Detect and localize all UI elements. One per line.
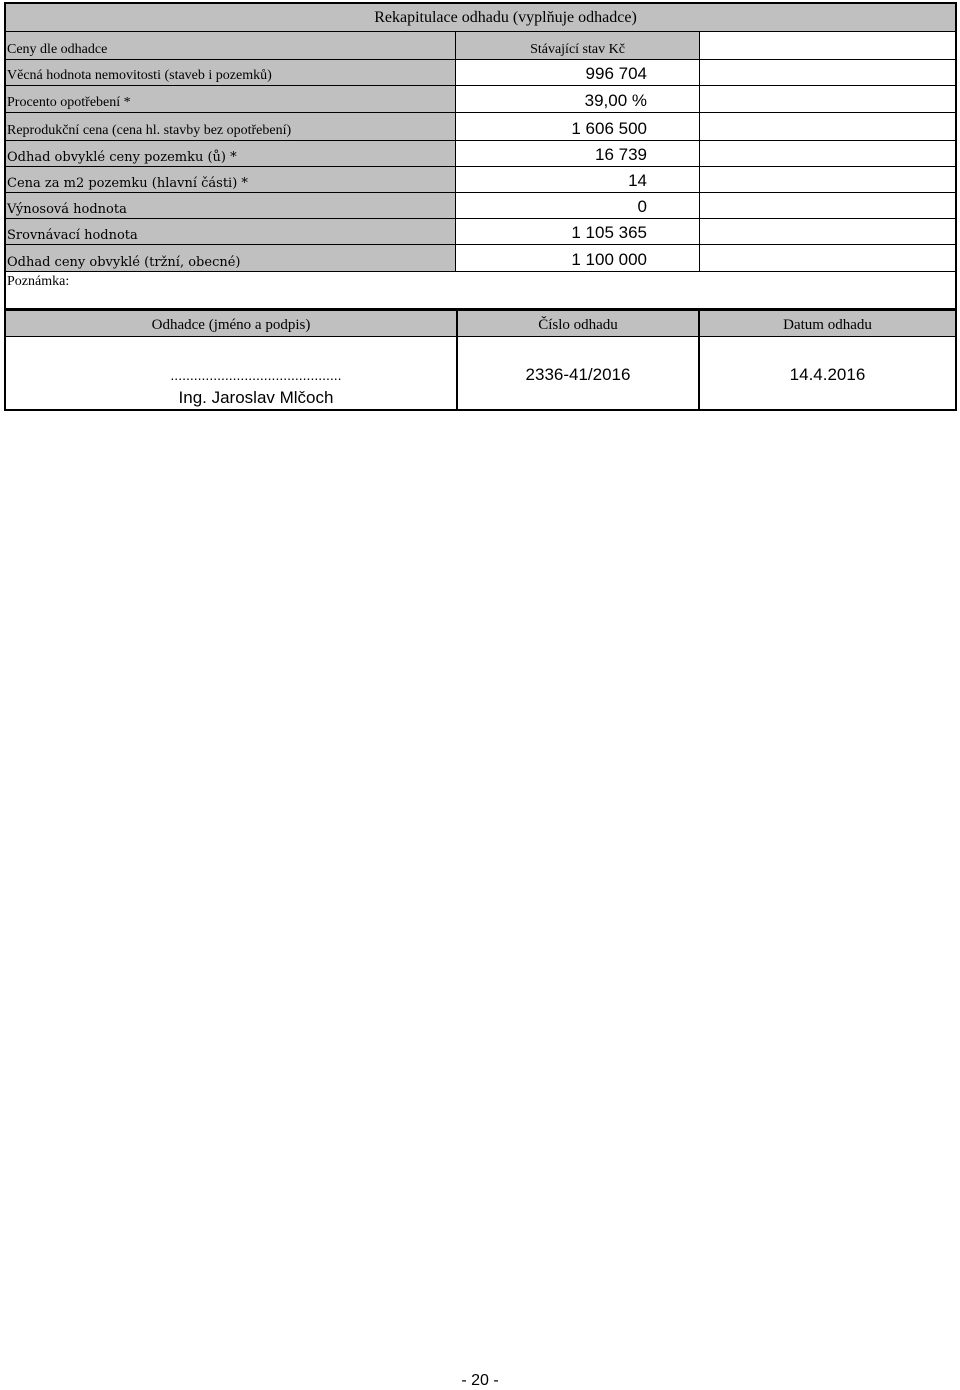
row-label: Odhad ceny obvyklé (tržní, obecné) <box>6 245 456 271</box>
row-empty-cell <box>700 245 955 271</box>
row-empty-cell <box>700 86 955 112</box>
summary-header-row <box>6 32 955 60</box>
summary-table <box>4 2 957 310</box>
row-empty-cell <box>700 167 955 192</box>
table-row <box>6 167 955 193</box>
header-label: Ceny dle odhadce <box>6 32 456 59</box>
row-label: Procento opotřebení * <box>6 86 456 112</box>
row-value: 16 739 <box>456 141 700 166</box>
appraiser-cell <box>6 337 458 409</box>
row-value: 1 606 500 <box>456 113 700 140</box>
row-label: Věcná hodnota nemovitosti (staveb i pozemků) <box>6 60 456 85</box>
row-value: 0 <box>456 193 700 218</box>
row-label: Cena za m2 pozemku (hlavní části) * <box>6 167 456 192</box>
row-value: 996 704 <box>456 60 700 85</box>
signature-dots: ............................................ <box>170 367 342 383</box>
page-number: - 20 - <box>461 1372 499 1389</box>
row-empty-cell <box>700 113 955 140</box>
table-row <box>6 245 955 272</box>
appraisal-date: 14.4.2016 <box>789 365 866 384</box>
summary-title: Rekapitulace odhadu (vyplňuje odhadce) <box>6 4 955 32</box>
appraiser-name: Ing. Jaroslav Mlčoch <box>178 388 334 407</box>
appraiser-header: Odhadce (jméno a podpis) <box>6 311 458 337</box>
signature-table <box>4 309 957 411</box>
table-row <box>6 60 955 86</box>
number-cell <box>458 337 700 409</box>
number-header: Číslo odhadu <box>458 311 700 337</box>
row-label: Srovnávací hodnota <box>6 219 456 244</box>
header-empty-cell <box>700 32 955 59</box>
appraisal-number: 2336-41/2016 <box>525 365 631 384</box>
row-empty-cell <box>700 193 955 218</box>
header-value: Stávající stav Kč <box>456 32 700 59</box>
table-row <box>6 113 955 141</box>
row-empty-cell <box>700 141 955 166</box>
row-label: Výnosová hodnota <box>6 193 456 218</box>
row-value: 14 <box>456 167 700 192</box>
table-row <box>6 193 955 219</box>
row-value: 1 100 000 <box>456 245 700 271</box>
table-row <box>6 219 955 245</box>
note-label: Poznámka: <box>7 274 70 289</box>
row-empty-cell <box>700 219 955 244</box>
table-row <box>6 141 955 167</box>
row-value: 39,00 % <box>456 86 700 112</box>
table-row <box>6 86 955 113</box>
row-empty-cell <box>700 60 955 85</box>
date-cell <box>700 337 955 409</box>
row-label: Reprodukční cena (cena hl. stavby bez opotřebení) <box>6 113 456 140</box>
row-value: 1 105 365 <box>456 219 700 244</box>
date-header: Datum odhadu <box>700 311 955 337</box>
row-label: Odhad obvyklé ceny pozemku (ů) * <box>6 141 456 166</box>
